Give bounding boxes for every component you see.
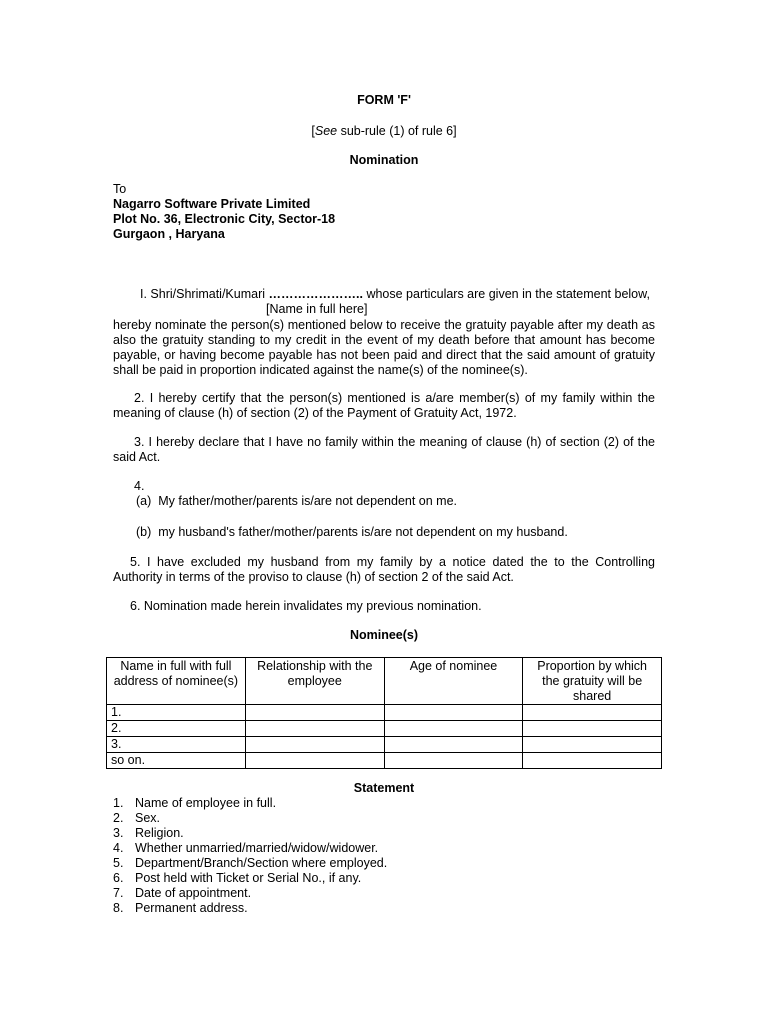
nominees-heading: Nominee(s) — [349, 628, 419, 642]
nominees-table — [106, 657, 662, 769]
table-cell — [384, 737, 523, 753]
table-row — [107, 737, 662, 753]
list-item: 1. Name of employee in full. — [113, 796, 277, 810]
row-number: so on. — [107, 753, 246, 769]
para3: 3. I hereby declare that I have no family within the meaning of clause (h) of section (2) of the said Act. — [113, 435, 655, 464]
header-proportion: Proportion by which the gratuity will be shared — [523, 658, 662, 705]
list-item: 4. Whether unmarried/married/widow/widower. — [113, 841, 379, 855]
address-to: To — [113, 182, 127, 196]
table-row — [107, 705, 662, 721]
row-number: 3. — [107, 737, 246, 753]
list-item: 6. Post held with Ticket or Serial No., if any. — [113, 871, 362, 885]
para4-a: (a) My father/mother/parents is/are not dependent on me. — [136, 494, 458, 508]
name-hint: [Name in full here] — [266, 302, 368, 316]
list-item: 3. Religion. — [113, 826, 184, 840]
para2: 2. I hereby certify that the person(s) mentioned is a/are member(s) of my family within the meaning of clause (h) of section (2) of the Payment of Gratuity Act, 1972. — [113, 391, 655, 420]
table-cell — [523, 721, 662, 737]
para1-body: hereby nominate the person(s) mentioned below to receive the gratuity payable after my death as also the gratuity standing to my credit in the event of my death before that amount has become payable, or having become payable has not been paid and direct that the said amount of gratuity shall be paid in proportion indicated against the name(s) of the nominee(s). — [113, 318, 655, 377]
list-item: 8. Permanent address. — [113, 901, 248, 915]
nomination-heading: Nomination — [349, 153, 419, 167]
table-row — [107, 721, 662, 737]
table-cell — [245, 721, 384, 737]
table-cell — [523, 737, 662, 753]
table-header-row — [107, 658, 662, 705]
list-item: 5. Department/Branch/Section where employed. — [113, 856, 388, 870]
table-cell — [523, 705, 662, 721]
statement-heading: Statement — [353, 781, 415, 795]
para6: 6. Nomination made herein invalidates my previous nomination. — [130, 599, 482, 613]
row-number: 1. — [107, 705, 246, 721]
list-item: 2. Sex. — [113, 811, 161, 825]
list-item: 7. Date of appointment. — [113, 886, 252, 900]
table-cell — [384, 753, 523, 769]
header-age: Age of nominee — [384, 658, 523, 705]
address-block — [113, 182, 335, 242]
table-cell — [384, 705, 523, 721]
name-dots: ………………….. — [268, 287, 363, 301]
table-cell — [384, 721, 523, 737]
row-number: 2. — [107, 721, 246, 737]
para4-b: (b) my husband's father/mother/parents is/are not dependent on my husband. — [136, 525, 568, 539]
subrule-reference: [See sub-rule (1) of rule 6] — [311, 124, 457, 138]
header-name-address: Name in full with full address of nominee(s) — [107, 658, 246, 705]
address-company: Nagarro Software Private Limited — [113, 197, 311, 211]
table-cell — [245, 753, 384, 769]
table-cell — [523, 753, 662, 769]
para4-number: 4. — [134, 479, 145, 493]
address-plot: Plot No. 36, Electronic City, Sector-18 — [113, 212, 336, 226]
see-text: See — [314, 124, 338, 138]
para5: 5. I have excluded my husband from my family by a notice dated the to the Controlling Authority in terms of the proviso to clause (h) of section 2 of the said Act. — [113, 555, 655, 584]
address-city: Gurgaon , Haryana — [113, 227, 225, 241]
table-cell — [245, 737, 384, 753]
statement-list — [113, 796, 387, 916]
para1-first-line: I. Shri/Shrimati/Kumari ………………….. whose particulars are given in the statement below, — [140, 287, 650, 301]
form-title: FORM 'F' — [357, 93, 411, 107]
table-row — [107, 753, 662, 769]
table-cell — [245, 705, 384, 721]
header-relationship: Relationship with the employee — [245, 658, 384, 705]
